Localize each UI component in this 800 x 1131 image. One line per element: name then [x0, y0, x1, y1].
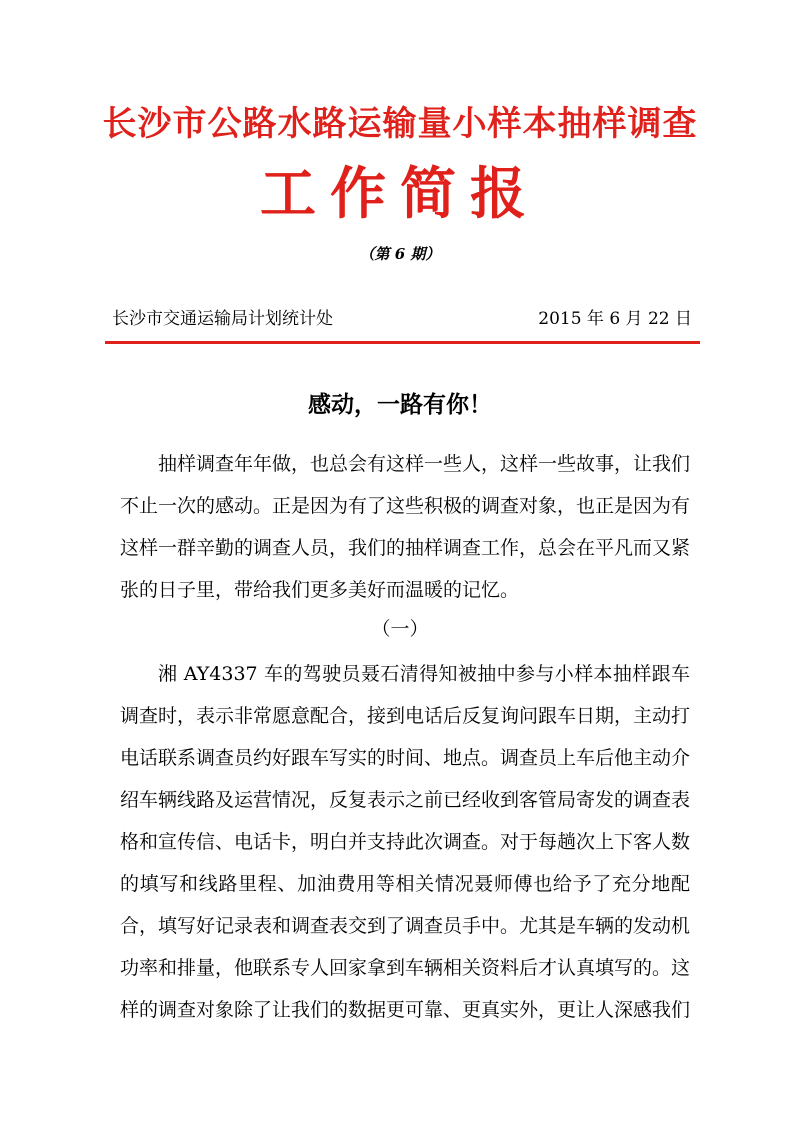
issue-date: 2015 年 6 月 22 日: [538, 309, 692, 329]
issuer-date-row: [112, 304, 692, 330]
article-paragraph-section-one: 湘 AY4337 车的驾驶员聂石清得知被抽中参与小样本抽样跟车调查时，表示非常愿意配合，接到电话后反复询问跟车日期，主动打电话联系调查员约好跟车写实的时间、地点。调查员上车后他主动介绍车辆线路及运营情况，反复表示之前已经收到客管局寄发的调查表格和宣传信、电话卡，明白并支持此次调查。对于每趟次上下客人数的填写和线路里程、加油费用等相关情况聂师傅也给予了充分地配合，填写好记录表和调查表交到了调查员手中。尤其是车辆的发动机功率和排量，他联系专人回家拿到车辆相关资料后才认真填写的。这样的调查对象除了让我们的数据更可靠、更真实外，更让人深感我们: [120, 663, 691, 1021]
bulletin-series-title: 长沙市公路水路运输量小样本抽样调查: [102, 104, 698, 144]
article-paragraph-intro: 抽样调查年年做，也总会有这样一些人，这样一些故事，让我们不止一次的感动。正是因为有了这些积极的调查对象，也正是因为有这样一群辛勤的调查人员，我们的抽样调查工作，总会在平凡而又紧张的日子里，带给我们更多美好而温暖的记忆。: [120, 453, 691, 601]
article-title: 感动，一路有你！: [308, 392, 492, 418]
bulletin-title: 工作简报: [260, 161, 540, 227]
section-heading-one: （一）: [371, 618, 429, 640]
header-divider: [105, 341, 700, 344]
issue-number: （第 6 期）: [359, 245, 441, 263]
issuer-name: 长沙市交通运输局计划统计处: [112, 309, 333, 329]
